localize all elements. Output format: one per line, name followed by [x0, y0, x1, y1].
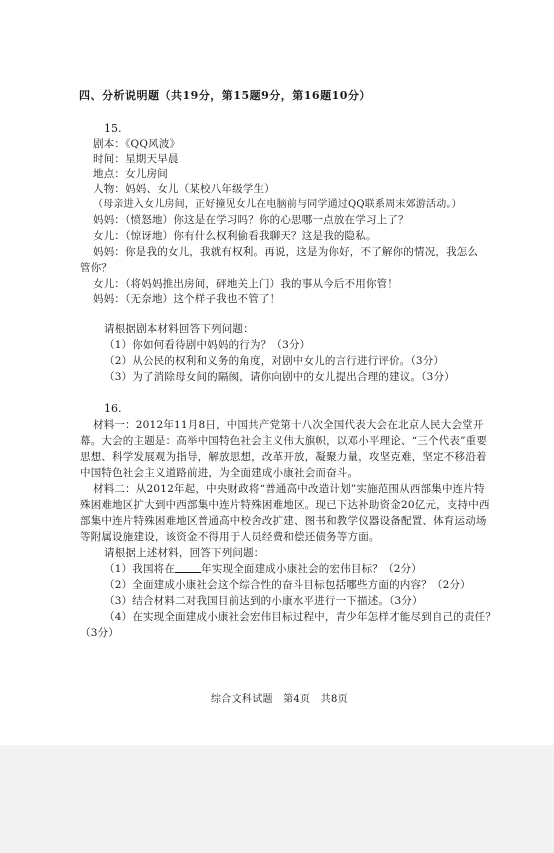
q16-sub-1-part-a: （1）我国将在: [104, 563, 176, 575]
page-footer: 综合文科试题 第4页 共8页: [211, 694, 348, 705]
script-title: 剧本：《QQ风波》: [93, 138, 181, 150]
answer-blank[interactable]: [175, 562, 201, 573]
q16-sub-2: （2）全面建成小康社会这个综合性的奋斗目标包括哪些方面的内容？（2分）: [104, 579, 471, 591]
question-16-number: 16.: [104, 402, 122, 415]
q15-prompt: 请根据剧本材料回答下列问题：: [104, 323, 254, 335]
q16-sub-1: [104, 562, 422, 576]
script-characters: 人物：妈妈、女儿（某校八年级学生）: [93, 183, 275, 195]
q16-sub-4-cont: （3分）: [80, 627, 119, 639]
material-1-line-3: 思想、科学发展观为指导，解放思想，改革开放，凝聚力量，攻坚克难，坚定不移沿着: [80, 451, 487, 463]
question-15-number: 15.: [104, 122, 122, 135]
dialogue-mom-2-cont: 管你？: [80, 262, 113, 274]
q16-sub-1-part-b: 年实现全面建成小康社会的宏伟目标？（2分）: [201, 563, 422, 575]
q15-sub-3: （3）为了消除母女间的隔阂，请你向剧中的女儿提出合理的建议。（3分）: [104, 371, 455, 383]
dialogue-mom-1: 妈妈：（愤怒地）你这是在学习吗？你的心思哪一点放在学习上了？: [93, 214, 409, 226]
script-place: 地点：女儿房间: [93, 168, 168, 180]
q16-sub-4: （4）在实现全面建成小康社会宏伟目标过程中，青少年怎样才能尽到自己的责任？: [104, 611, 497, 623]
stage-direction: （母亲进入女儿房间，正好撞见女儿在电脑前与同学通过QQ联系周末郊游活动。）: [93, 199, 462, 210]
material-1-line-2: 幕。大会的主题是：高举中国特色社会主义伟大旗帜，以邓小平理论、“三个代表”重要: [80, 435, 488, 447]
script-time: 时间：星期天早晨: [93, 153, 179, 165]
q15-sub-1: （1）你如何看待剧中妈妈的行为？（3分）: [104, 339, 311, 351]
q16-prompt: 请根据上述材料，回答下列问题：: [104, 547, 265, 559]
q16-sub-3: （3）结合材料二对我国目前达到的小康水平进行一下描述。（3分）: [104, 595, 423, 607]
dialogue-mom-2: 妈妈：你是我的女儿，我就有权利。再说，这是为你好，不了解你的情况，我怎么: [93, 246, 479, 258]
material-2-line-1: 材料二：从2012年起，中央财政将“普通高中改造计划”实施范围从西部集中连片特: [93, 483, 485, 495]
material-1-line-1: 材料一：2012年11月8日，中国共产党第十八次全国代表大会在北京人民大会堂开: [93, 419, 484, 431]
dialogue-daughter-1: 女儿：（惊讶地）你有什么权利偷看我聊天？这是我的隐私。: [93, 230, 377, 242]
material-1-line-4: 中国特色社会主义道路前进，为全面建成小康社会而奋斗。: [80, 467, 359, 479]
dialogue-daughter-2: 女儿：（将妈妈推出房间，砰地关上门）我的事从今后不用你管！: [93, 278, 399, 290]
q15-sub-2: （2）从公民的权利和义务的角度，对剧中女儿的言行进行评价。（3分）: [104, 355, 445, 367]
material-2-line-4: 等附属设施建设，该资金不得用于人员经费和偿还债务等方面。: [80, 531, 380, 543]
material-2-line-2: 殊困难地区扩大到中西部集中连片特殊困难地区。现已下达补助资金20亿元，支持中西: [80, 499, 490, 511]
material-2-line-3: 部集中连片特殊困难地区普通高中校舍改扩建、图书和教学仪器设备配置、体育运动场: [80, 515, 487, 527]
section-heading: 四、分析说明题（共19分，第15题9分，第16题10分）: [79, 89, 371, 102]
dialogue-mom-3: 妈妈：（无奈地）这个样子我也不管了！: [93, 293, 281, 305]
